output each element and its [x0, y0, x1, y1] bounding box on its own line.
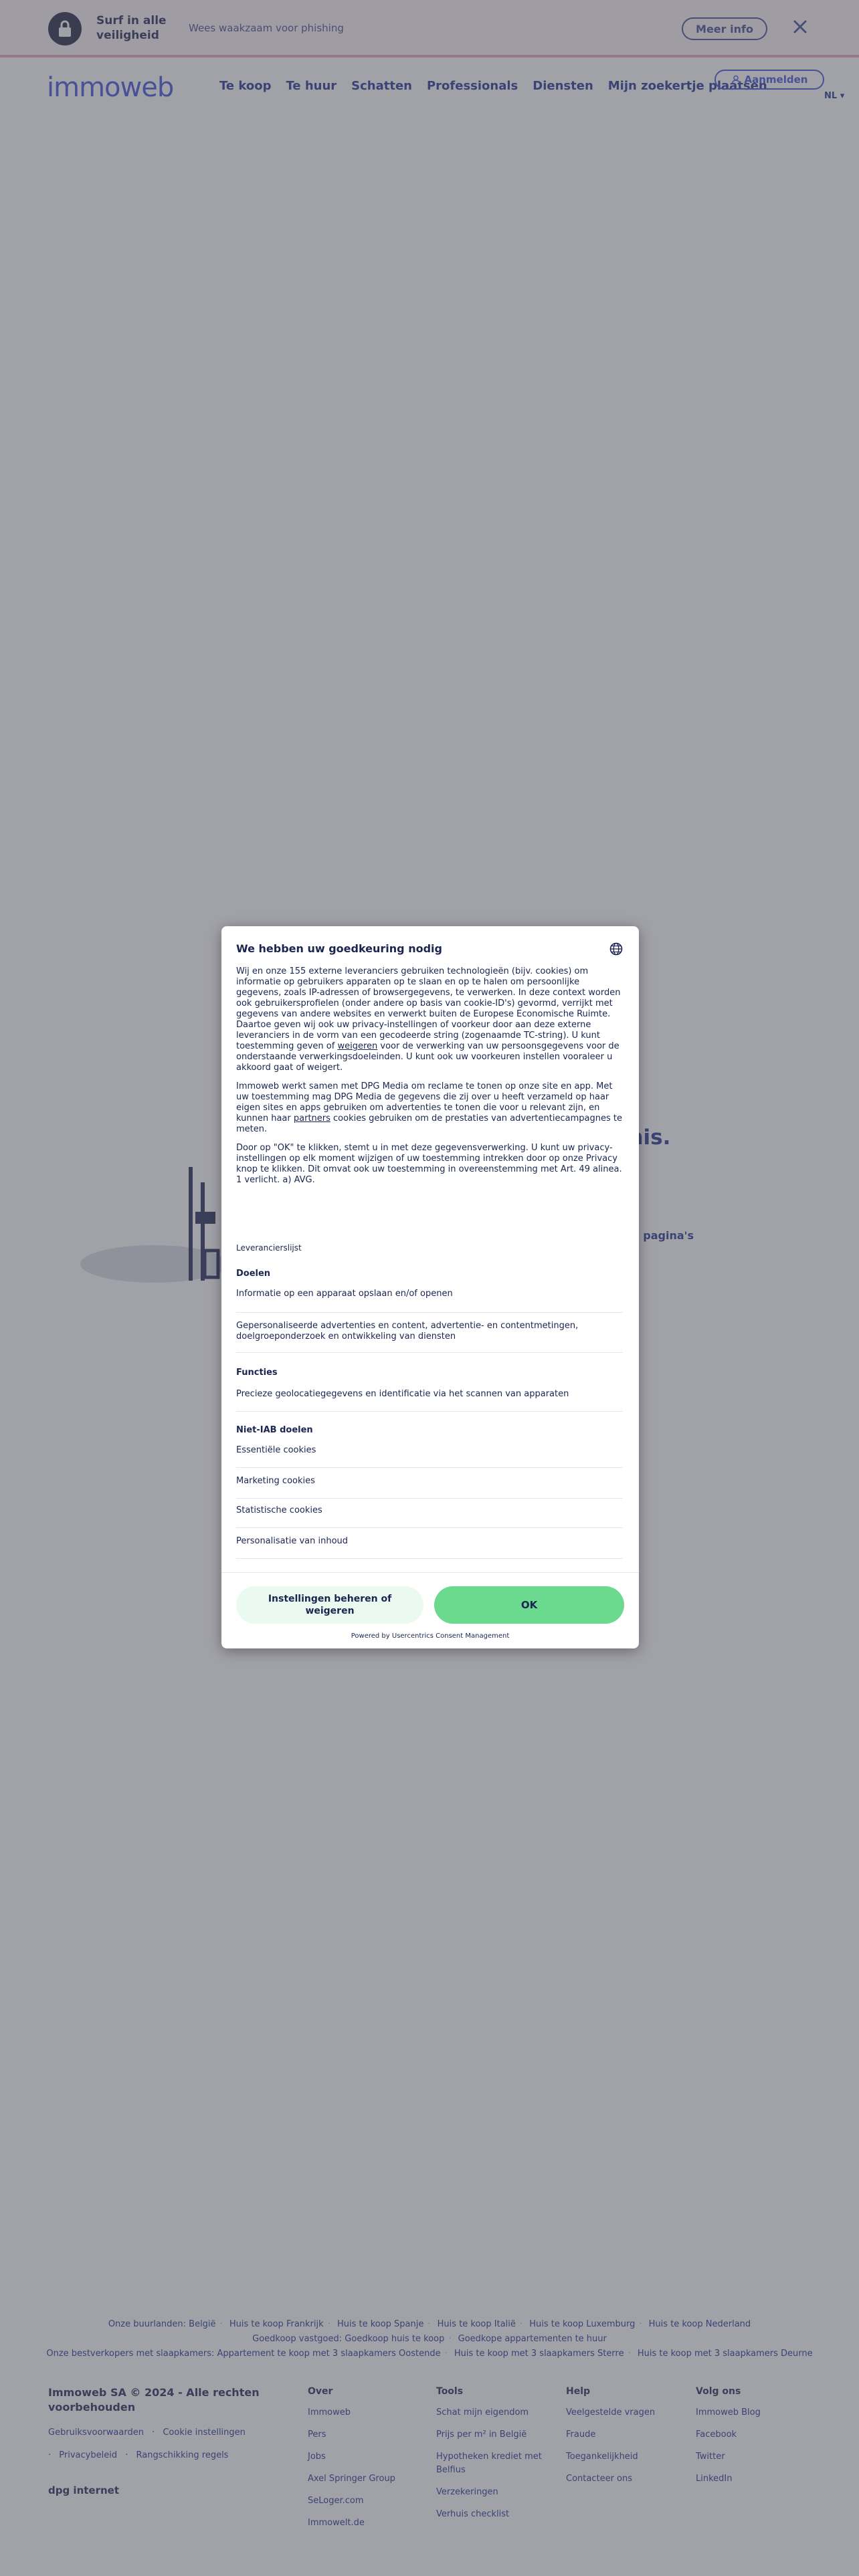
consent-body — [236, 966, 623, 1194]
non-iab-item[interactable]: Personalisatie van inhoud — [236, 1536, 623, 1559]
non-iab-title: Niet-IAB doelen — [236, 1425, 313, 1435]
consent-paragraph: Door op "OK" te klikken, stemt u in met deze gegevensverwerking. U kunt uw privacy-instellingen op elk moment wijzigen of uw toestemming intrekken door op onze Privacy knop te klikken. Dit omvat ook uw toestemming in overeenstemming met Art. 49 alinea. 1 verlicht. a) AVG. — [236, 1143, 622, 1185]
vendor-list-link[interactable]: Leverancierslijst — [236, 1243, 302, 1253]
non-iab-item[interactable]: Essentiële cookies — [236, 1445, 623, 1468]
consent-title: We hebben uw goedkeuring nodig — [236, 942, 442, 955]
consent-footer — [221, 1572, 639, 1649]
partners-link[interactable]: partners — [293, 1113, 330, 1123]
non-iab-item[interactable]: Marketing cookies — [236, 1476, 623, 1499]
powered-by: Powered by Usercentrics Consent Management — [351, 1632, 510, 1640]
ok-button[interactable]: OK — [434, 1586, 624, 1624]
consent-dialog — [221, 926, 639, 1648]
globe-icon[interactable] — [609, 942, 623, 956]
purpose-item[interactable]: Informatie op een apparaat opslaan en/of openen — [236, 1289, 623, 1313]
refuse-link[interactable]: weigeren — [337, 1041, 378, 1051]
purposes-title: Doelen — [236, 1269, 271, 1279]
consent-paragraph: Wij en onze 155 externe leveranciers gebruiken technologieën (bijv. cookies) om informatie op gebruikers apparaten op te slaan en op te halen om persoonlijke gegevens, zoals IP-adressen of browsergegevens, te verwerken. In deze context worden ook gebruikersprofielen (onder andere op basis van cookie-ID's) gevormd, verrijkt met gegevens van andere websites en verwerkt buiten de Europese Economische Ruimte. Daartoe geven wij ook uw privacy-instellingen of voorkeur door aan deze externe leveranciers in de vorm van een gecodeerde string (zogenaamde TC-string). U kunt toestemming geven of weigeren voor de verwerking van uw persoonsgegevens voor de onderstaande verwerkingsdoeleinden. U kunt ook uw voorkeuren instellen vooraleer u akkoord gaat of weigert. — [236, 966, 621, 1073]
manage-settings-button[interactable]: Instellingen beheren of weigeren — [236, 1586, 423, 1624]
purpose-item[interactable]: Gepersonaliseerde advertenties en content, advertentie- en contentmetingen, doelgroeponderzoek en ontwikkeling van diensten — [236, 1321, 623, 1353]
functions-title: Functies — [236, 1368, 278, 1378]
function-item[interactable]: Precieze geolocatiegegevens en identificatie via het scannen van apparaten — [236, 1389, 623, 1412]
consent-paragraph: Immoweb werkt samen met DPG Media om reclame te tonen op onze site en app. Met uw toestemming mag DPG Media de gegevens die zij over u heeft verzameld op haar eigen sites en apps gebruiken om advertenties te tonen die voor u relevant zijn, en kunnen haar partners cookies gebruiken om de prestaties van advertentiecampagnes te meten. — [236, 1081, 622, 1134]
non-iab-item[interactable]: Statistische cookies — [236, 1505, 623, 1528]
